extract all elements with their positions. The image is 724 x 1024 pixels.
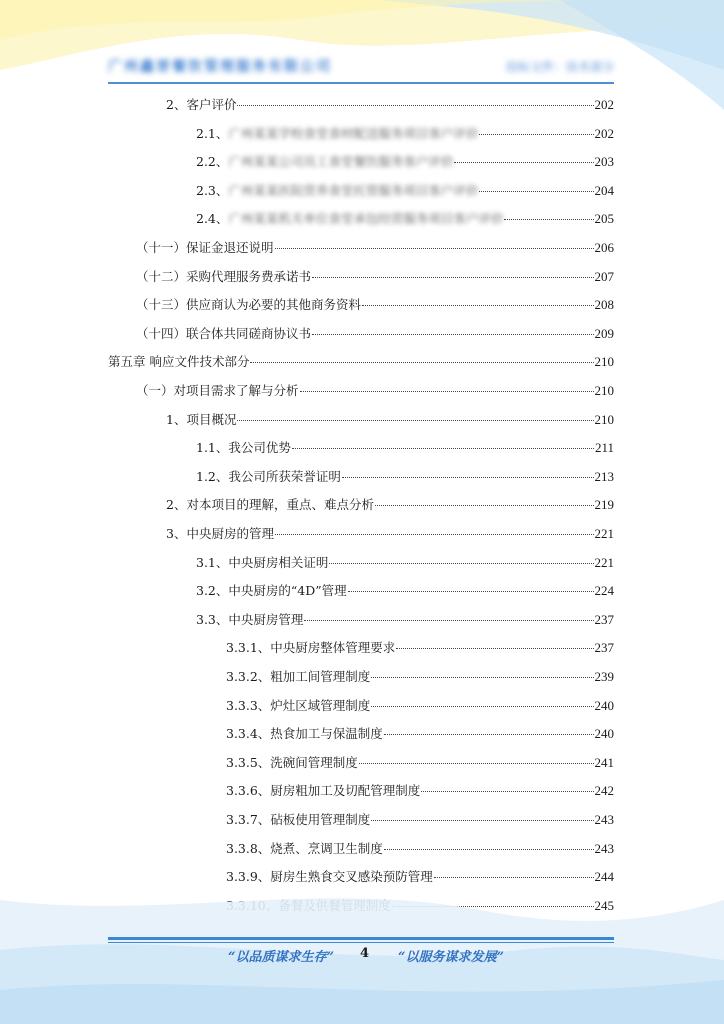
toc-entry[interactable] bbox=[196, 610, 614, 628]
toc-dot-leader bbox=[237, 420, 593, 421]
toc-dot-leader bbox=[371, 677, 593, 678]
toc-dot-leader bbox=[384, 734, 594, 735]
toc-entry-title: 3.3.4、热食加工与保温制度 bbox=[226, 726, 383, 741]
toc-dot-leader bbox=[292, 448, 594, 449]
toc-entry-title: 2.3、 bbox=[196, 183, 229, 198]
toc-entry[interactable] bbox=[196, 467, 614, 485]
toc-entry-title: 3.3.9、厨房生熟食交叉感染预防管理 bbox=[226, 869, 433, 884]
toc-entry-title: 3.3.2、粗加工间管理制度 bbox=[226, 669, 371, 684]
toc-page-number: 243 bbox=[594, 841, 614, 856]
toc-entry-title: 3.3.5、洗碗间管理制度 bbox=[226, 755, 358, 770]
toc-dot-leader bbox=[504, 219, 593, 220]
toc-dot-leader bbox=[479, 191, 593, 192]
toc-entry[interactable] bbox=[196, 181, 614, 199]
toc-dot-leader bbox=[304, 620, 593, 621]
toc-entry[interactable] bbox=[136, 324, 614, 342]
toc-page-number: 210 bbox=[594, 354, 614, 369]
toc-page-number: 240 bbox=[594, 698, 614, 713]
toc-dot-leader bbox=[348, 591, 594, 592]
toc-entry-title: 1.2、我公司所获荣誉证明 bbox=[196, 469, 341, 484]
toc-entry[interactable] bbox=[166, 410, 614, 428]
toc-entry-title: 2.2、 bbox=[196, 154, 229, 169]
toc-entry-title: 2.1、 bbox=[196, 126, 229, 141]
toc-entry-title: 3.3.1、中央厨房整体管理要求 bbox=[226, 640, 396, 655]
toc-entry[interactable] bbox=[166, 495, 614, 513]
toc-dot-leader bbox=[454, 162, 593, 163]
footer-slogan-right: “以服务谋求发展” bbox=[398, 950, 504, 965]
header-tagline: 投标文件：技术部分 bbox=[505, 60, 614, 74]
toc-dot-leader bbox=[237, 105, 593, 106]
toc-page-number: 202 bbox=[594, 97, 614, 112]
toc-page-number: 237 bbox=[594, 612, 614, 627]
toc-page-number: 221 bbox=[594, 555, 614, 570]
toc-page-number: 242 bbox=[594, 783, 614, 798]
toc-dot-leader bbox=[359, 763, 594, 764]
footer-page-number: 4 bbox=[360, 946, 370, 961]
toc-entry-title: 2.4、 bbox=[196, 211, 229, 226]
toc-dot-leader bbox=[275, 534, 594, 535]
footer-divider-thin bbox=[108, 942, 614, 943]
toc-page-number: 237 bbox=[594, 640, 614, 655]
toc-entry[interactable] bbox=[226, 638, 614, 656]
toc-page-number: 208 bbox=[594, 297, 614, 312]
toc-entry[interactable] bbox=[226, 696, 614, 714]
toc-dot-leader bbox=[300, 391, 594, 392]
toc-dot-leader bbox=[362, 305, 593, 306]
toc-entry[interactable] bbox=[196, 553, 614, 571]
toc-page-number: 211 bbox=[594, 440, 614, 455]
toc-page-number: 210 bbox=[594, 383, 614, 398]
toc-entry[interactable] bbox=[136, 238, 614, 256]
toc-page-number: 239 bbox=[594, 669, 614, 684]
toc-entry-title: （十四）联合体共同磋商协议书 bbox=[136, 326, 312, 341]
toc-dot-leader bbox=[342, 477, 594, 478]
toc-entry-title: 3、中央厨房的管理 bbox=[166, 526, 274, 541]
toc-dot-leader bbox=[421, 791, 593, 792]
toc-entry-title: 2、对本项目的理解，重点、难点分析 bbox=[166, 497, 374, 512]
toc-entry-title: （十二）采购代理服务费承诺书 bbox=[136, 269, 312, 284]
toc-page-number: 209 bbox=[594, 326, 614, 341]
toc-entry[interactable] bbox=[196, 581, 614, 599]
toc-dot-leader bbox=[384, 849, 594, 850]
toc-entry-title: 3.1、中央厨房相关证明 bbox=[196, 555, 329, 570]
toc-page-number: 221 bbox=[594, 526, 614, 541]
toc-entry-title: （一）对项目需求了解与分析 bbox=[136, 383, 299, 398]
toc-entry[interactable] bbox=[136, 267, 614, 285]
toc-entry[interactable] bbox=[136, 381, 614, 399]
toc-entry[interactable] bbox=[166, 524, 614, 542]
footer-slogan-left: “以品质谋求生存” bbox=[228, 950, 334, 965]
toc-entry-redacted-title: 广州某某医院营养食堂托管服务项目客户评价 bbox=[228, 183, 479, 198]
toc-entry[interactable] bbox=[226, 753, 614, 771]
footer-divider-thick bbox=[108, 937, 614, 940]
toc-entry-redacted-title: 广州某某学校食堂食材配送服务项目客户评价 bbox=[228, 126, 479, 141]
toc-page-number: 207 bbox=[594, 269, 614, 284]
toc-entry[interactable] bbox=[196, 438, 614, 456]
toc-page-number: 243 bbox=[594, 812, 614, 827]
toc-page-number: 224 bbox=[594, 583, 614, 598]
toc-entry-title: 3.3、中央厨房管理 bbox=[196, 612, 304, 627]
toc-entry-title: 1、项目概况 bbox=[166, 412, 237, 427]
toc-page-number: 210 bbox=[594, 412, 614, 427]
toc-page-number: 241 bbox=[594, 755, 614, 770]
toc-entry-title: 2、客户评价 bbox=[166, 97, 237, 112]
toc-dot-leader bbox=[275, 248, 594, 249]
toc-entry[interactable] bbox=[226, 724, 614, 742]
toc-entry-redacted-title: 广州某某机关单位食堂承包经营服务项目客户评价 bbox=[228, 211, 504, 226]
toc-entry-title: 3.2、中央厨房的“4D”管理 bbox=[196, 583, 347, 598]
toc-page-number: 204 bbox=[594, 183, 614, 198]
toc-dot-leader bbox=[312, 277, 593, 278]
toc-entry[interactable] bbox=[166, 95, 614, 113]
toc-entry-title: 3.3.6、厨房粗加工及切配管理制度 bbox=[226, 783, 421, 798]
toc-entry-title: （十一）保证金退还说明 bbox=[136, 240, 274, 255]
toc-page-number: 202 bbox=[594, 126, 614, 141]
page-header bbox=[108, 52, 614, 80]
toc-page-number: 244 bbox=[594, 869, 614, 884]
toc-dot-leader bbox=[250, 362, 593, 363]
toc-entry[interactable] bbox=[136, 295, 614, 313]
header-divider bbox=[108, 82, 614, 84]
toc-entry-title: 第五章 响应文件技术部分 bbox=[108, 354, 250, 369]
toc-entry-title: 3.3.3、炉灶区域管理制度 bbox=[226, 698, 371, 713]
toc-page-number: 203 bbox=[594, 154, 614, 169]
toc-entry[interactable] bbox=[196, 209, 614, 227]
toc-dot-leader bbox=[396, 648, 593, 649]
toc-entry[interactable] bbox=[226, 810, 614, 828]
toc-page-number: 245 bbox=[594, 898, 614, 913]
toc-page-number: 213 bbox=[594, 469, 614, 484]
toc-entry-title: 1.1、我公司优势 bbox=[196, 440, 291, 455]
toc-page-number: 240 bbox=[594, 726, 614, 741]
toc-dot-leader bbox=[479, 134, 593, 135]
toc-entry[interactable] bbox=[226, 667, 614, 685]
toc-dot-leader bbox=[375, 505, 594, 506]
toc-entry[interactable] bbox=[196, 152, 614, 170]
toc-dot-leader bbox=[329, 563, 593, 564]
toc-dot-leader bbox=[312, 334, 593, 335]
toc-entry-title: 3.3.8、烧煮、烹调卫生制度 bbox=[226, 841, 383, 856]
toc-entry[interactable] bbox=[196, 124, 614, 142]
toc-page-number: 219 bbox=[594, 497, 614, 512]
toc-entry[interactable] bbox=[226, 839, 614, 857]
toc-entry-title: （十三）供应商认为必要的其他商务资料 bbox=[136, 297, 362, 312]
toc-entry[interactable] bbox=[108, 352, 614, 370]
toc-page-number: 206 bbox=[594, 240, 614, 255]
toc-dot-leader bbox=[371, 820, 593, 821]
page-footer bbox=[108, 946, 614, 966]
toc-page-number: 205 bbox=[594, 211, 614, 226]
toc-entry[interactable] bbox=[226, 781, 614, 799]
toc-entry-title: 3.3.7、砧板使用管理制度 bbox=[226, 812, 371, 827]
toc-dot-leader bbox=[371, 706, 593, 707]
toc-entry-redacted-title: 广州某某公司员工食堂餐饮服务客户评价 bbox=[228, 154, 454, 169]
header-company-name: 广州鑫晋餐饮管理服务有限公司 bbox=[108, 59, 332, 74]
